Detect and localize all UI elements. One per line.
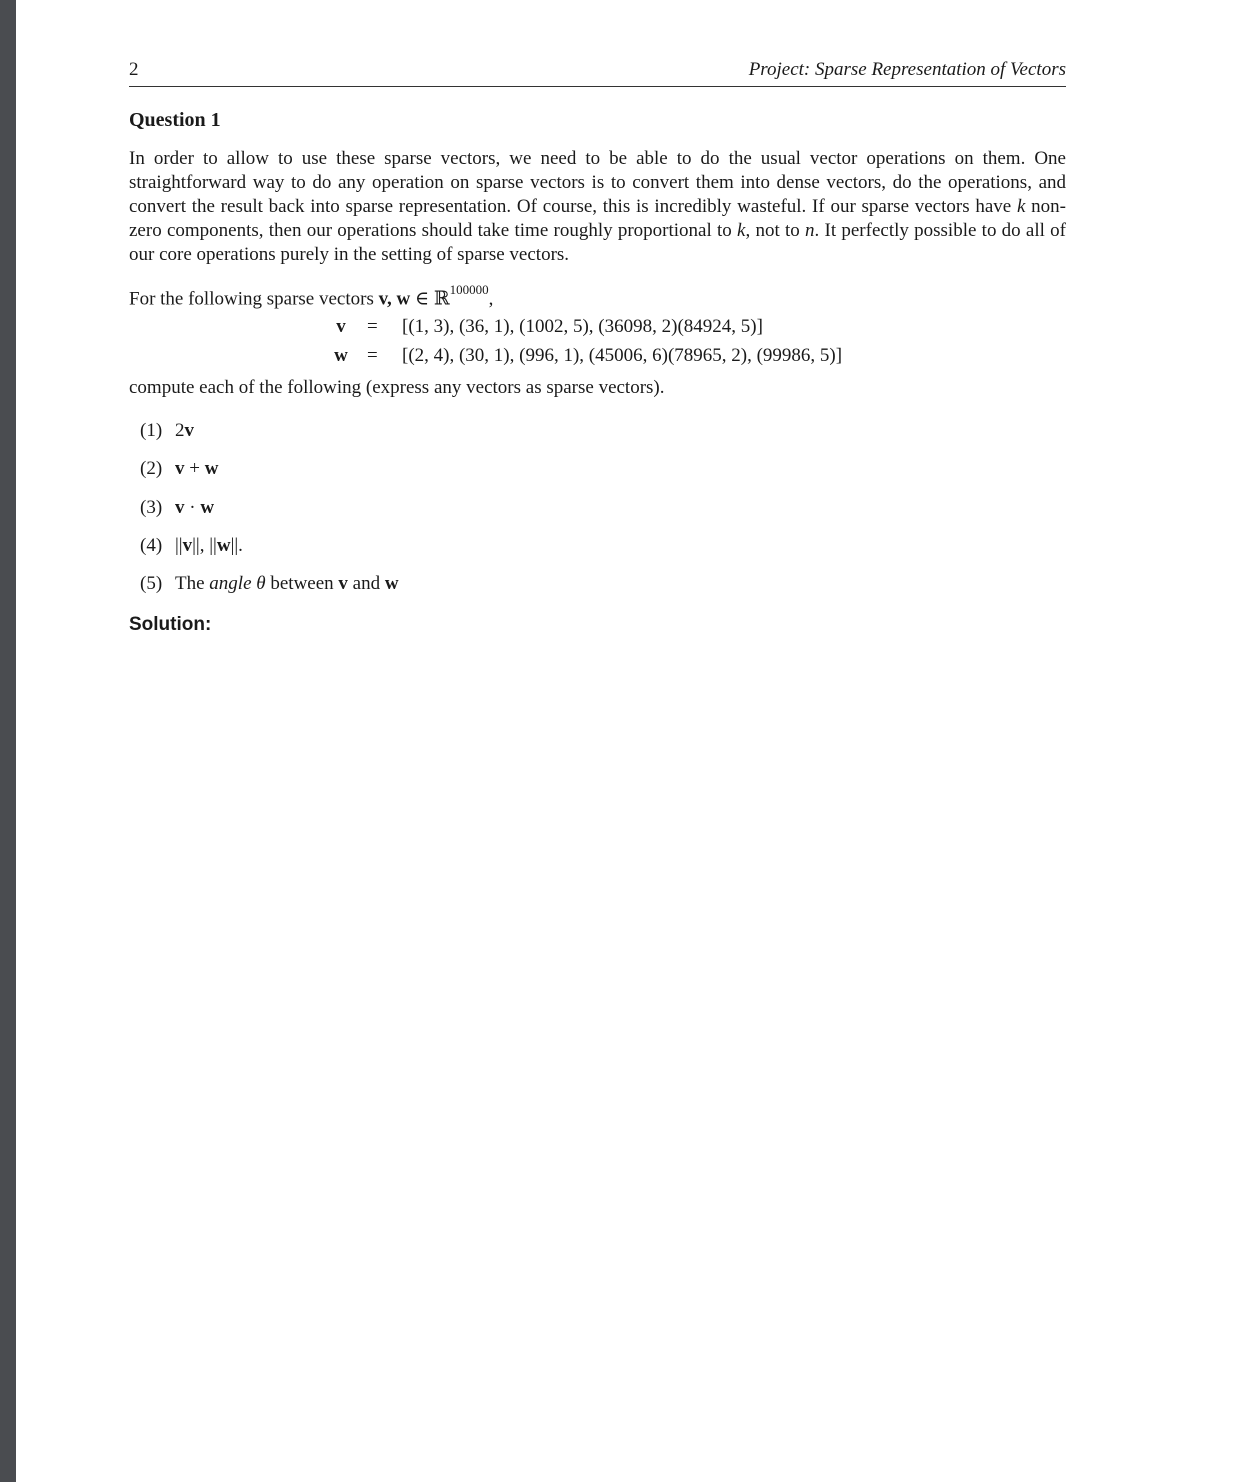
task-number: (4) [140, 535, 163, 556]
task-number: (2) [140, 458, 163, 479]
running-title: Project: Sparse Representation of Vectors [748, 59, 1066, 80]
task-text: and [347, 573, 385, 594]
solution-label: Solution: [129, 614, 212, 635]
task-vector: v [175, 497, 185, 518]
task-number: (5) [140, 573, 163, 594]
equation-lhs-v: v [336, 316, 346, 337]
task-vector: w [216, 535, 231, 556]
task-operator: + [184, 458, 205, 479]
task-operator: · [184, 497, 201, 518]
page-header [129, 56, 1066, 87]
intro-text: , not to [745, 220, 806, 241]
page-number: 2 [129, 59, 139, 80]
lead-vector-vars: v, w [378, 288, 411, 310]
task-item-5 [140, 572, 399, 596]
task-item-1 [140, 419, 194, 443]
task-italic: angle [209, 573, 252, 594]
task-vector: w [384, 573, 399, 594]
intro-text: In order to allow to use these sparse vectors, we need to be able to do the usual vector operations on them. One straightforward way to do any operation on sparse vectors is to convert them into dense vectors, do the operations, and convert the result back into sparse representation. Of course, this is incredibly wasteful. If our sparse vectors have [129, 148, 1066, 217]
question-heading: Question 1 [129, 109, 221, 131]
task-vector: v [184, 420, 194, 441]
equation-equals: = [367, 316, 378, 337]
task-number: (3) [140, 497, 163, 518]
task-text: ||, || [192, 535, 217, 556]
compute-instruction: compute each of the following (express any vectors as sparse vectors). [129, 377, 665, 398]
lead-dimension-exponent: 100000 [449, 282, 489, 297]
equation-rhs-w: [(2, 4), (30, 1), (996, 1), (45006, 6)(78965, 2), (99986, 5)] [402, 345, 843, 366]
intro-var-k: k [737, 220, 746, 241]
task-vector: v [175, 458, 185, 479]
lead-membership: ∈ ℝ [410, 288, 450, 310]
task-number: (1) [140, 420, 163, 441]
intro-var-n: n [805, 220, 815, 241]
task-item-4 [140, 534, 243, 558]
equation-rhs-v: [(1, 3), (36, 1), (1002, 5), (36098, 2)(84924, 5)] [402, 316, 763, 337]
equation-equals: = [367, 345, 378, 366]
vectors-lead-sentence [129, 281, 493, 311]
lead-trail: , [488, 288, 494, 310]
intro-paragraph [129, 147, 1066, 267]
task-vector: v [182, 535, 193, 556]
intro-text: . It perfectly possible to do all of our core operations purely in the setting of sparse vectors. [129, 220, 1066, 265]
task-text: The [175, 573, 210, 594]
lead-text: For the following sparse vectors [129, 288, 379, 310]
intro-text: non-zero components, then our operations should take time roughly proportional to [129, 196, 1066, 241]
intro-var-k: k [1016, 196, 1026, 217]
task-text: between [265, 573, 339, 594]
task-vector: w [200, 497, 215, 518]
task-vector: v [338, 573, 348, 594]
task-italic: θ [256, 573, 266, 594]
task-text: || [175, 535, 183, 556]
equation-lhs-w: w [334, 345, 348, 366]
task-vector: w [204, 458, 219, 479]
task-text: 2 [175, 420, 185, 441]
task-item-2 [140, 457, 218, 481]
task-item-3 [140, 496, 214, 520]
document-page [16, 0, 1244, 1482]
task-text: ||. [230, 535, 243, 556]
